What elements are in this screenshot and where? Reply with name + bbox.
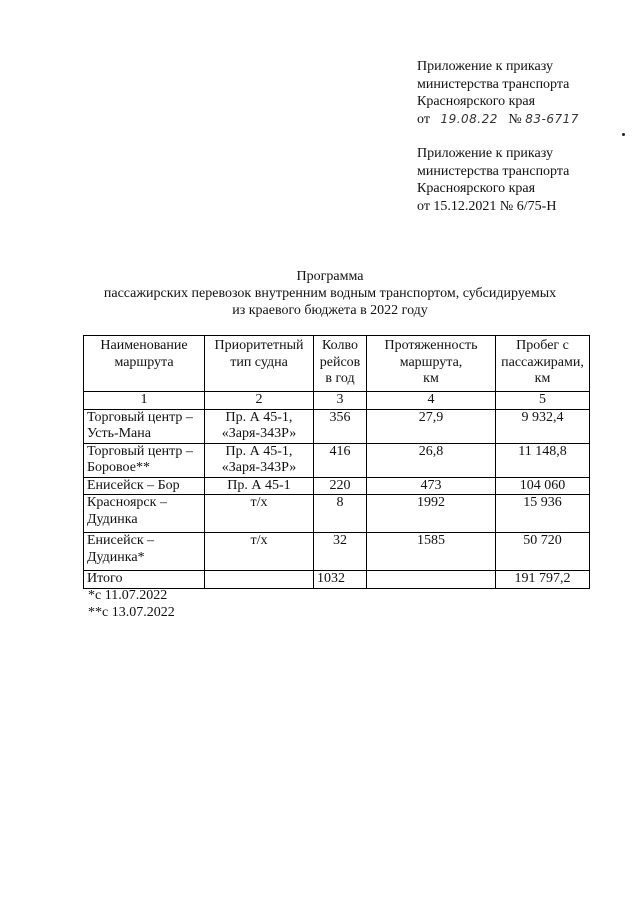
appendix-line: Приложение к приказу <box>417 146 553 161</box>
table-total-row <box>84 571 590 589</box>
header-vessel: Приоритетный тип судна <box>205 336 314 392</box>
length-cell: 26,8 <box>367 443 496 477</box>
trips-cell: 416 <box>314 443 367 477</box>
appendix-line: Красноярского края <box>417 181 536 196</box>
program-title <box>60 268 600 319</box>
length-cell: 473 <box>367 477 496 495</box>
vessel-cell: Пр. А 45-1 <box>205 477 314 495</box>
appendix-date-line <box>417 111 579 129</box>
appendix-line: Красноярского края <box>417 94 536 109</box>
vessel-cell: т/х <box>205 495 314 533</box>
route-cell: Торговый центр – Усть-Мана <box>84 409 205 443</box>
routes-table <box>83 335 590 589</box>
total-vessel-empty <box>205 571 314 589</box>
trips-cell: 220 <box>314 477 367 495</box>
column-number: 3 <box>314 392 367 410</box>
trips-cell: 32 <box>314 533 367 571</box>
appendix-line: министерства транспорта <box>417 76 570 92</box>
appendix-line: министерства транспорта <box>417 163 570 179</box>
header-mileage: Пробег с пассажирами, км <box>496 336 590 392</box>
handwritten-number: 83-6717 <box>525 111 579 126</box>
table-row <box>84 409 590 443</box>
route-cell: Торговый центр – Боровое** <box>84 443 205 477</box>
header-route: Наименование маршрута <box>84 336 205 392</box>
date-prefix: от <box>417 111 430 127</box>
stray-mark <box>622 133 625 136</box>
mileage-cell: 104 060 <box>496 477 590 495</box>
title-line: из краевого бюджета в 2022 году <box>232 303 428 318</box>
table-row <box>84 477 590 495</box>
length-cell: 1585 <box>367 533 496 571</box>
number-prefix: № <box>508 111 522 127</box>
vessel-cell: Пр. А 45-1, «Заря-343Р» <box>205 443 314 477</box>
mileage-cell: 50 720 <box>496 533 590 571</box>
title-line: Программа <box>296 269 364 284</box>
header-length: Протяженность маршрута, км <box>367 336 496 392</box>
trips-cell: 356 <box>314 409 367 443</box>
column-number: 2 <box>205 392 314 410</box>
column-number: 1 <box>84 392 205 410</box>
total-mileage: 191 797,2 <box>496 571 590 589</box>
total-length-empty <box>367 571 496 589</box>
table-row <box>84 443 590 477</box>
column-number: 5 <box>496 392 590 410</box>
column-number: 4 <box>367 392 496 410</box>
route-cell: Енисейск – Дудинка* <box>84 533 205 571</box>
footnotes <box>88 587 175 621</box>
mileage-cell: 9 932,4 <box>496 409 590 443</box>
header-trips: Колво рейсов в год <box>314 336 367 392</box>
length-cell: 27,9 <box>367 409 496 443</box>
route-cell: Красноярск – Дудинка <box>84 495 205 533</box>
appendix-header-original <box>417 145 569 215</box>
length-cell: 1992 <box>367 495 496 533</box>
title-line: пассажирских перевозок внутренним водным транспортом, субсидируемых <box>103 286 557 301</box>
appendix-line: от 15.12.2021 № 6/75-Н <box>417 198 557 214</box>
mileage-cell: 15 936 <box>496 495 590 533</box>
route-cell: Енисейск – Бор <box>84 477 205 495</box>
column-number-row <box>84 392 590 410</box>
handwritten-date: 19.08.22 <box>440 111 498 126</box>
vessel-cell: т/х <box>205 533 314 571</box>
trips-cell: 8 <box>314 495 367 533</box>
total-trips: 1032 <box>314 571 367 589</box>
table-row <box>84 533 590 571</box>
total-label: Итого <box>84 571 205 589</box>
appendix-line: Приложение к приказу <box>417 59 553 74</box>
footnote: **с 13.07.2022 <box>88 605 175 620</box>
table-row <box>84 495 590 533</box>
footnote: *с 11.07.2022 <box>88 588 168 603</box>
mileage-cell: 11 148,8 <box>496 443 590 477</box>
appendix-header-current <box>417 58 579 128</box>
table-header-row <box>84 336 590 392</box>
vessel-cell: Пр. А 45-1, «Заря-343Р» <box>205 409 314 443</box>
